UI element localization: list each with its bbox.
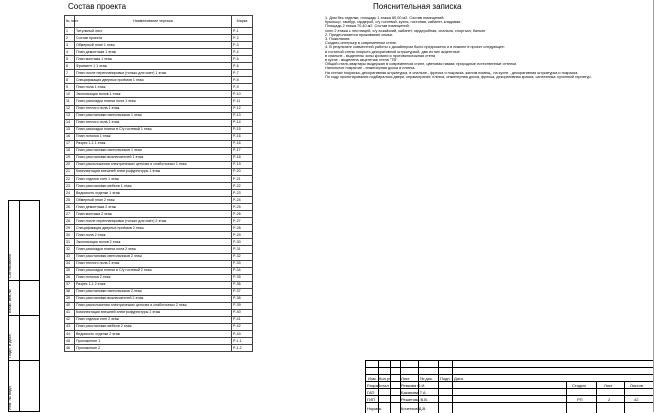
- table-row: [65, 288, 253, 295]
- row-num: 8: [65, 77, 75, 84]
- row-num: 21: [65, 168, 75, 175]
- table-row: [65, 302, 253, 309]
- row-num: 12: [65, 105, 75, 112]
- row-mark: Р-30: [232, 239, 253, 246]
- row-mark: Р-22: [232, 183, 253, 190]
- row-num: 14: [65, 119, 75, 126]
- row-num: 13: [65, 112, 75, 119]
- composition-table: [64, 15, 253, 352]
- row-num: 37: [65, 281, 75, 288]
- tb-col-list: Лист: [401, 376, 410, 381]
- tb-vline: [438, 361, 439, 413]
- tb-person: Решетова В.В.: [401, 397, 429, 402]
- row-name: План пола 2 этаж: [75, 232, 232, 239]
- row-num: 18: [65, 147, 75, 154]
- tb-person: Ревкова О.И.: [401, 383, 426, 388]
- row-mark: Р-31: [232, 246, 253, 253]
- tb-col-sign: Подп.: [440, 376, 451, 381]
- tb-sheet-label: Лист: [604, 383, 613, 388]
- row-mark: Р-36: [232, 281, 253, 288]
- row-mark: Р-40: [232, 309, 253, 316]
- row-name: Титульный лист: [75, 28, 232, 35]
- note-line: Площадь 2 этажа 70,40 м2. Состав помещений:: [325, 24, 410, 29]
- row-name: План демонтажа 2 этаж: [75, 204, 232, 211]
- strip-cell: [9, 411, 39, 412]
- table-row: [65, 154, 253, 161]
- table-row: [65, 112, 253, 119]
- table-row: [65, 70, 253, 77]
- row-mark: Р-25: [232, 204, 253, 211]
- row-mark: Р-6: [232, 63, 253, 70]
- tb-line: [366, 402, 654, 403]
- stamp-label-sign-date: Подп. и дата: [7, 334, 12, 358]
- table-row: [65, 183, 253, 190]
- note-line: По ходу проектирования подбирались двери, керамогранит, плитка, инженерная доска, фреска, декоративная краска, сантехника, кухонный гарнитур.: [325, 74, 592, 79]
- table-row: [65, 295, 253, 302]
- row-mark: Р-38: [232, 295, 253, 302]
- table-row: [65, 246, 253, 253]
- row-name: План теплого пола 2 этаж: [75, 260, 232, 267]
- row-mark: Р-24: [232, 197, 253, 204]
- table-row: [65, 126, 253, 133]
- row-mark: Р-9: [232, 84, 253, 91]
- row-name: План после перепланировки (только для смет) 2 этаж: [75, 218, 232, 225]
- row-name: План теплого пола 1 этаж: [75, 105, 232, 112]
- row-mark: Р-5: [232, 56, 253, 63]
- table-row: [65, 147, 253, 154]
- row-num: 24: [65, 190, 75, 197]
- row-num: 20: [65, 161, 75, 168]
- tb-person: Баканова Т.А.: [401, 390, 427, 395]
- note-line: Напольное покрытие - инженерная доска и плитка.: [325, 66, 416, 71]
- row-mark: Р-35: [232, 274, 253, 281]
- row-name: План потолка 1 этаж: [75, 133, 232, 140]
- row-name: Экспликация полов 1 этаж: [75, 91, 232, 98]
- tb-vline: [596, 381, 597, 413]
- row-name: План расстановки мебели 1 этаж: [75, 183, 232, 190]
- row-mark: Р-7: [232, 70, 253, 77]
- row-num: 45: [65, 338, 75, 345]
- row-num: 5: [65, 56, 75, 63]
- row-num: 7: [65, 70, 75, 77]
- table-row: [65, 274, 253, 281]
- table-row: [65, 161, 253, 168]
- row-name: Разрез 1-1 2 этаж: [75, 281, 232, 288]
- row-num: 42: [65, 316, 75, 323]
- table-row: [65, 175, 253, 182]
- row-mark: Р-10: [232, 91, 253, 98]
- table-header-row: [65, 16, 253, 28]
- row-mark: Р-13: [232, 112, 253, 119]
- header-name: Наименование чертежа: [75, 16, 232, 28]
- note-line: в гостиной стены покрыть декоративной штукатуркой, два из них акцентные: [325, 49, 460, 54]
- note-line: Общий стиль квартиры выдержан в современном стиле, цветовая гамма: природные естественные оттенки.: [325, 62, 518, 67]
- table-row: [65, 140, 253, 147]
- row-name: Комплектация внешней электрофурнитуры 2 этаж: [75, 309, 232, 316]
- table-row: [65, 63, 253, 70]
- row-name: План теплого пола 1 этаж: [75, 119, 232, 126]
- row-num: 30: [65, 232, 75, 239]
- table-row: [65, 119, 253, 126]
- table-row: [65, 211, 253, 218]
- table-row: [65, 331, 253, 338]
- strip-cell: [9, 280, 39, 281]
- table-row: [65, 239, 253, 246]
- row-mark: Р-14: [232, 119, 253, 126]
- row-mark: Р-34: [232, 267, 253, 274]
- row-mark: Р-33: [232, 260, 253, 267]
- row-name: План расстановки светильников 2 этаж: [75, 288, 232, 295]
- table-row: [65, 42, 253, 49]
- row-mark: Р-39: [232, 302, 253, 309]
- row-mark: Р-32: [232, 253, 253, 260]
- table-row: [65, 260, 253, 267]
- row-num: 29: [65, 225, 75, 232]
- row-name: План расстановки мебели 2 этаж: [75, 323, 232, 330]
- table-row: [65, 218, 253, 225]
- row-num: 43: [65, 323, 75, 330]
- row-mark: Р-43: [232, 331, 253, 338]
- table-row: [65, 323, 253, 330]
- table-row: [65, 190, 253, 197]
- header-mark: Марка: [232, 16, 253, 28]
- row-mark: Р-1.1: [232, 338, 253, 345]
- row-name: Экспликация полов 2 этаж: [75, 239, 232, 246]
- tb-line: [366, 388, 654, 389]
- note-line: 1. Дом без отделки, площадь 1 этажа 80,00 м2. Состав помещений:: [325, 16, 445, 20]
- row-mark: Р-1: [232, 28, 253, 35]
- row-mark: Р-2: [232, 35, 253, 42]
- row-mark: Р-20: [232, 168, 253, 175]
- strip-divider: [19, 200, 20, 412]
- row-name: Разрез 1-1 1 этаж: [75, 140, 232, 147]
- table-row: [65, 168, 253, 175]
- row-num: 36: [65, 274, 75, 281]
- row-mark: Р-1.2: [232, 345, 253, 352]
- row-mark: Р-16: [232, 133, 253, 140]
- tb-sheet-value: 2: [608, 397, 611, 402]
- row-mark: Р-18: [232, 154, 253, 161]
- row-num: 3: [65, 42, 75, 49]
- row-name: Спецификация дверных проёмов 1 этаж: [75, 77, 232, 84]
- table-row: [65, 345, 253, 352]
- row-name: План раскладки плитки пола 2 этаж: [75, 246, 232, 253]
- tb-role: ГИП: [367, 397, 375, 402]
- row-name: План расстановки выключателей 2 этаж: [75, 295, 232, 302]
- note-line: 2. Предполагается проживание семьи.: [325, 32, 393, 37]
- row-name: Приложение 2: [75, 345, 232, 352]
- tb-sheets-label: Листов: [630, 383, 643, 388]
- row-name: Обмерный план 1 этаж: [75, 42, 232, 49]
- note-line: Создать интерьер в современном стиле.: [325, 41, 398, 46]
- row-name: План пола 1 этаж: [75, 84, 232, 91]
- table-row: [65, 253, 253, 260]
- row-num: 33: [65, 253, 75, 260]
- row-num: 19: [65, 154, 75, 161]
- row-num: 41: [65, 309, 75, 316]
- row-name: План отделки стен 1 этаж: [75, 175, 232, 182]
- table-row: [65, 225, 253, 232]
- row-num: 38: [65, 288, 75, 295]
- row-num: 25: [65, 197, 75, 204]
- stamp-label-agreed: Согласовано: [7, 253, 12, 278]
- row-name: План расстановки светильников 2 этаж: [75, 253, 232, 260]
- row-name: План расстановки светильников 1 этаж: [75, 147, 232, 154]
- row-num: 2: [65, 35, 75, 42]
- tb-col-izm: Изм.: [368, 376, 377, 381]
- table-row: [65, 133, 253, 140]
- table-row: [65, 316, 253, 323]
- tb-line: [366, 374, 654, 375]
- stamp-label-inv-sign: Инв. № подп.: [7, 385, 12, 410]
- row-num: 34: [65, 260, 75, 267]
- row-num: 31: [65, 239, 75, 246]
- row-name: Комплектация внешней электрофурнитуры 1 этаж: [75, 168, 232, 175]
- row-num: 44: [65, 331, 75, 338]
- tb-line: [366, 381, 654, 382]
- tb-col-date: Дата: [454, 376, 463, 381]
- row-name: План расположения электрических цепочек и слаботочных 2 этаж: [75, 302, 232, 309]
- row-mark: Р-19: [232, 161, 253, 168]
- row-num: 1: [65, 28, 75, 35]
- table-row: [65, 77, 253, 84]
- row-num: 4: [65, 49, 75, 56]
- row-num: 46: [65, 345, 75, 352]
- row-num: 27: [65, 211, 75, 218]
- tb-stage-value: РП: [577, 397, 583, 402]
- row-name: План монтажа 1 этаж: [75, 56, 232, 63]
- row-mark: Р-21: [232, 175, 253, 182]
- row-num: 17: [65, 140, 75, 147]
- tb-line: [366, 395, 654, 396]
- row-num: 10: [65, 91, 75, 98]
- row-mark: Р-37: [232, 288, 253, 295]
- row-name: Ведомость отделки 2 этаж: [75, 331, 232, 338]
- row-mark: Р-41: [232, 316, 253, 323]
- row-num: 11: [65, 98, 75, 105]
- table-row: [65, 49, 253, 56]
- stamp-label-replace-inv: Взам. инв.№: [7, 289, 12, 313]
- row-mark: Р-42: [232, 323, 253, 330]
- table-row: [65, 28, 253, 35]
- row-mark: Р-17: [232, 147, 253, 154]
- table-row: [65, 309, 253, 316]
- row-name: Фрагмент 1 1 этаж: [75, 63, 232, 70]
- header-num: № лист: [65, 16, 75, 28]
- row-num: 35: [65, 267, 75, 274]
- row-num: 6: [65, 63, 75, 70]
- row-name: План расстановки светильников 1 этаж: [75, 112, 232, 119]
- tb-line: [366, 367, 654, 368]
- table-row: [65, 98, 253, 105]
- row-num: 16: [65, 133, 75, 140]
- row-num: 40: [65, 302, 75, 309]
- row-name: План потолка 2 этаж: [75, 274, 232, 281]
- row-name: План демонтажа 1 этаж: [75, 49, 232, 56]
- table-row: [65, 56, 253, 63]
- note-line: 3. Пожелания:: [325, 37, 351, 42]
- row-name: План раскладки плитки пола 1 этаж: [75, 98, 232, 105]
- strip-cell: [9, 315, 39, 316]
- row-mark: Р-29: [232, 232, 253, 239]
- row-num: 22: [65, 175, 75, 182]
- note-line: в спальне - выделены зоны кровати и противоположная стена: [325, 53, 436, 58]
- row-name: Спецификация дверных проёмов 2 этаж: [75, 225, 232, 232]
- strip-cell: [9, 360, 39, 361]
- row-name: План раскладки плитки в С/у гостевой 1 этаж: [75, 126, 232, 133]
- row-mark: Р-15: [232, 126, 253, 133]
- row-mark: Р-8: [232, 77, 253, 84]
- tb-stage-label: Стадия: [572, 383, 586, 388]
- tb-sheets-value: 42: [634, 397, 639, 402]
- row-num: 26: [65, 204, 75, 211]
- note-title: Пояснительная записка: [373, 2, 462, 11]
- row-num: 32: [65, 246, 75, 253]
- tb-vline: [624, 381, 625, 413]
- table-row: [65, 84, 253, 91]
- tb-vline: [390, 361, 391, 413]
- row-name: Состав проекта: [75, 35, 232, 42]
- row-mark: Р-16: [232, 140, 253, 147]
- side-stamp-strip: [8, 200, 40, 412]
- note-line: в кухне - выделена акцентная стена "ТВ": [325, 58, 398, 63]
- table-row: [65, 338, 253, 345]
- row-num: 9: [65, 84, 75, 91]
- table-row: [65, 35, 253, 42]
- tb-col-doc: № док.: [420, 376, 433, 381]
- strip-cell: [9, 200, 39, 201]
- row-name: План монтажа 2 этаж: [75, 211, 232, 218]
- row-num: 39: [65, 295, 75, 302]
- row-mark: Р-11: [232, 98, 253, 105]
- row-num: 23: [65, 183, 75, 190]
- row-mark: Р-4: [232, 49, 253, 56]
- table-row: [65, 105, 253, 112]
- row-mark: Р-28: [232, 225, 253, 232]
- row-name: План раскладки плитки в С/у гостевой 2 этаж: [75, 267, 232, 274]
- tb-role: Разработал: [367, 383, 389, 388]
- row-num: 28: [65, 218, 75, 225]
- title-block: [365, 360, 654, 413]
- tb-col-kol: Кол.уч: [379, 376, 391, 381]
- note-line: На стенах покраска, декоративная штукатурка, в спальне - фреска и покраска, жилом помещ., на кухне - декоративная штукатурка и покраска.: [325, 70, 579, 75]
- row-name: Ведомость отделки 1 этаж: [75, 190, 232, 197]
- tb-person: Кочетков Д.В.: [401, 406, 427, 411]
- tb-role: ГАП: [367, 390, 375, 395]
- table-row: [65, 281, 253, 288]
- row-mark: Р-27: [232, 218, 253, 225]
- table-row: [65, 267, 253, 274]
- row-mark: Р-26: [232, 211, 253, 218]
- table-row: [65, 91, 253, 98]
- table-row: [65, 204, 253, 211]
- row-num: 15: [65, 126, 75, 133]
- row-name: План отделки стен 2 этаж: [75, 316, 232, 323]
- row-mark: Р-12: [232, 105, 253, 112]
- table-row: [65, 232, 253, 239]
- row-name: План расстановки выключателей 1 этаж: [75, 154, 232, 161]
- tb-role: Нормок.: [367, 406, 383, 411]
- row-mark: Р-23: [232, 190, 253, 197]
- tb-vline: [452, 361, 453, 413]
- note-line: холл 2 этажа с лестницей, с/у хозяйский, кабинет, гардеробная, спальня, спортзал, балкон.: [325, 28, 487, 33]
- row-name: Обмерный план 2 этаж: [75, 197, 232, 204]
- row-mark: Р-3: [232, 42, 253, 49]
- row-name: План расположения электрических цепочек и слаботочных 1 этаж: [75, 161, 232, 168]
- composition-title: Состав проекта: [68, 2, 127, 11]
- row-name: Приложение 1: [75, 338, 232, 345]
- row-name: План после перепланировки (только для смет) 1 этаж: [75, 70, 232, 77]
- table-row: [65, 197, 253, 204]
- tb-vline: [566, 381, 567, 413]
- note-body: [325, 16, 650, 79]
- note-line: 4. В результате совместной работы с дизайнером было предложено и в нижнее в проект следующее:: [325, 45, 505, 50]
- note-line: Крыльцо, тамбур, гардероб, с/у гостевой, кухня, гостиная, кабинет, кладовая.: [325, 20, 462, 25]
